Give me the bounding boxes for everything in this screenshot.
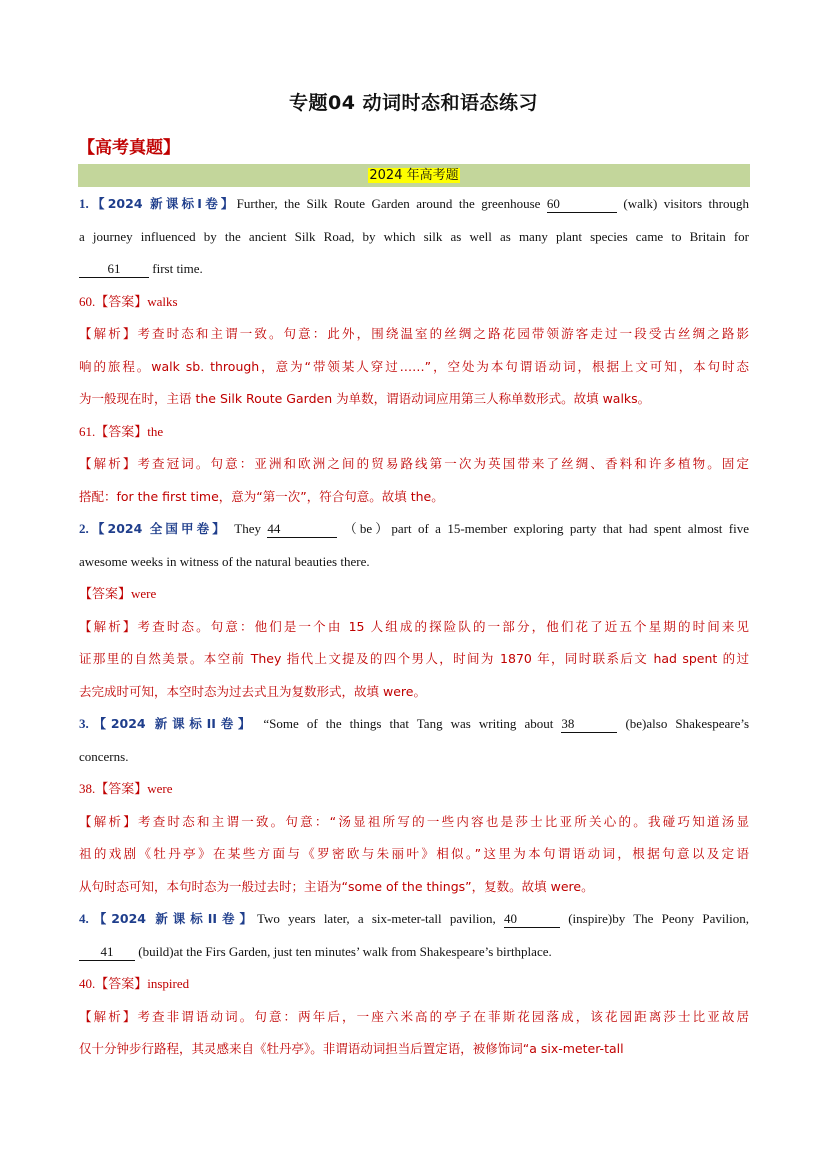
text-line bbox=[79, 416, 749, 449]
text-segment: 【解析】考查非谓语动词。句意：两年后，一座六米高的亭子在菲斯花园落成，该花园距离莎士比亚故居 bbox=[79, 1008, 749, 1024]
text-segment: 【2024 新课标II卷】 bbox=[88, 911, 258, 926]
text-line bbox=[79, 806, 749, 839]
answer-blank: 41 bbox=[79, 944, 135, 961]
text-segment: a journey influenced by the ancient Silk Road, by which silk as well as many plant species came to Britain for bbox=[79, 228, 749, 244]
text-segment: 38.【答案】were bbox=[79, 781, 173, 796]
text-segment: 2. bbox=[79, 521, 89, 536]
text-line bbox=[79, 351, 749, 384]
text-line bbox=[79, 286, 749, 319]
answer-blank: 44 bbox=[267, 521, 337, 538]
text-line bbox=[79, 546, 749, 579]
text-line bbox=[79, 188, 749, 221]
text-segment: 61.【答案】the bbox=[79, 423, 164, 439]
text-segment: 仅十分钟步行路程，其灵感来自《牡丹亭》。非谓语动词担当后置定语，被修饰词“a six-meter-tall bbox=[79, 1041, 624, 1056]
text-segment: 从句时态可知，本句时态为一般过去时；主语为“some of the things”，复数。故填 were。 bbox=[79, 878, 594, 894]
text-line bbox=[79, 741, 749, 774]
text-segment: 【2024 新课标I卷】 bbox=[88, 196, 237, 211]
text-segment: 去完成时可知，本空时态为过去式且为复数形式，故填 were。 bbox=[79, 683, 426, 699]
text-line bbox=[79, 383, 749, 416]
text-segment: 响的旅程。walk sb. through，意为“带领某人穿过……”，空处为本句谓语动词，根据上文可知，本句时态 bbox=[79, 358, 749, 374]
answer-blank: 61 bbox=[79, 261, 149, 278]
text-segment: (inspire)by The Peony Pavilion, bbox=[559, 911, 749, 926]
text-line bbox=[79, 871, 749, 904]
text-segment: 【解析】考查时态和主谓一致。句意：此外，围绕温室的丝绸之路花园带领游客走过一段受古丝绸之路影 bbox=[79, 326, 749, 341]
text-line bbox=[79, 838, 749, 871]
text-segment: 3. bbox=[79, 716, 89, 731]
text-segment: first time. bbox=[149, 261, 203, 276]
text-segment: Two years later, a six-meter-tall pavilion, bbox=[257, 911, 504, 926]
answer-blank: 40 bbox=[504, 911, 560, 928]
text-segment: (be)also Shakespeare’s bbox=[617, 716, 750, 731]
text-line bbox=[79, 578, 749, 611]
text-line bbox=[79, 221, 749, 254]
text-line bbox=[79, 968, 749, 1001]
page-title: 专题04 动词时态和语态练习 bbox=[288, 92, 539, 114]
text-line bbox=[79, 903, 749, 936]
text-segment: 证那里的自然美景。本空前 They 指代上文提及的四个男人，时间为 1870 年，同时联系后文 had spent 的过 bbox=[79, 651, 749, 666]
text-segment: 【2024 全国甲卷】 bbox=[88, 521, 228, 536]
text-segment: “Some of the things that Tang was writing about bbox=[255, 716, 562, 731]
year-banner bbox=[78, 164, 750, 187]
text-line bbox=[79, 253, 749, 286]
text-segment: Further, the Silk Route Garden around the greenhouse bbox=[236, 196, 547, 211]
text-segment: 祖的戏剧《牡丹亭》在某些方面与《罗密欧与朱丽叶》相似。”这里为本句谓语动词，根据句意以及定语 bbox=[79, 846, 749, 861]
text-line bbox=[79, 448, 749, 481]
section-heading: 【高考真题】 bbox=[78, 138, 180, 158]
year-banner-label: 2024 年高考题 bbox=[369, 168, 459, 183]
text-line bbox=[79, 611, 749, 644]
text-line bbox=[79, 481, 749, 514]
text-line bbox=[79, 643, 749, 676]
question-content bbox=[79, 188, 749, 1066]
text-segment: 【解析】考查冠词。句意：亚洲和欧洲之间的贸易路线第一次为英国带来了丝绸、香料和许多植物。固定 bbox=[79, 456, 749, 471]
text-segment: awesome weeks in witness of the natural beauties there. bbox=[79, 553, 370, 569]
text-segment: 60.【答案】walks bbox=[79, 293, 178, 309]
text-line bbox=[79, 936, 749, 969]
text-segment: 【解析】考查时态和主谓一致。句意：“汤显祖所写的一些内容也是莎士比亚所关心的。我碰巧知道汤显 bbox=[79, 813, 749, 829]
text-segment: 【2024 新课标II卷】 bbox=[88, 716, 256, 731]
text-line bbox=[79, 513, 749, 546]
text-line bbox=[79, 1001, 749, 1034]
text-segment: 搭配：for the first time，意为“第一次”，符合句意。故填 the。 bbox=[79, 488, 444, 504]
text-segment: 4. bbox=[79, 911, 89, 926]
text-segment: 【解析】考查时态。句意：他们是一个由 15 人组成的探险队的一部分，他们花了近五个星期的时间来见 bbox=[79, 618, 749, 634]
text-segment: concerns. bbox=[79, 748, 129, 764]
text-line bbox=[79, 773, 749, 806]
text-segment: 40.【答案】inspired bbox=[79, 976, 190, 991]
answer-blank: 38 bbox=[561, 716, 617, 733]
text-segment: 【答案】were bbox=[79, 586, 157, 601]
text-line bbox=[79, 1033, 749, 1066]
text-segment: They bbox=[227, 521, 268, 536]
text-line bbox=[79, 676, 749, 709]
text-segment: （be）part of a 15-member exploring party that had spent almost five bbox=[337, 521, 749, 536]
text-segment: 为一般现在时，主语 the Silk Route Garden 为单数，谓语动词应用第三人称单数形式。故填 walks。 bbox=[79, 391, 651, 406]
text-segment: (build)at the Firs Garden, just ten minutes’ walk from Shakespeare’s birthplace. bbox=[135, 943, 552, 959]
text-segment: (walk) visitors through bbox=[616, 196, 750, 211]
text-segment: 1. bbox=[79, 196, 89, 211]
text-line bbox=[79, 318, 749, 351]
text-line bbox=[79, 708, 749, 741]
answer-blank: 60 bbox=[547, 196, 617, 213]
